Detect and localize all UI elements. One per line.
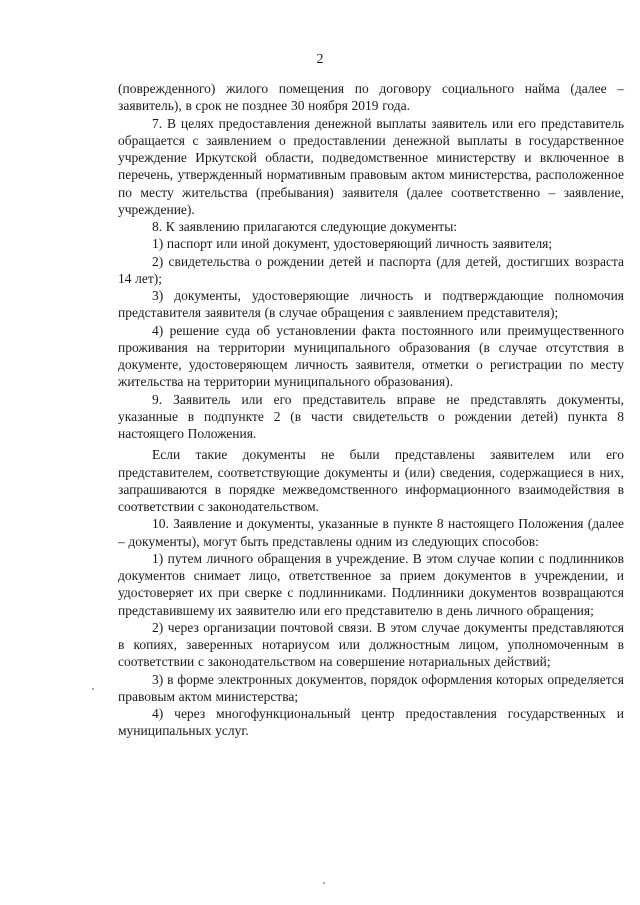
paragraph-item-9: 9. Заявитель или его представитель вправе не представлять документы, указанные в подпункте 2 (в части свидетельств о рождении детей) пункта 8 настоящего Положения. [118, 391, 624, 441]
paragraph-item-7: 7. В целях предоставления денежной выплаты заявитель или его представитель обращается с заявлением о предоставлении денежной выплаты в государственное учреждение Иркутской области, подведомственное министерству и включенное в перечень, утвержденный нормативным правовым актом министерства, расположенное по месту жительства (пребывания) заявителя (далее соответственно – заявление, учреждение). [118, 115, 624, 217]
paragraph-item-10: 10. Заявление и документы, указанные в пункте 8 настоящего Положения (далее – документы), могут быть представлены одним из следующих способов: [118, 516, 624, 549]
paragraph-item-9-note: Если такие документы не были представлены заявителем или его представителем, соответствующие документы и (или) сведения, содержащиеся в них, запрашиваются в порядке межведомственного информационного взаимодействия в соответствии с законодательством. [118, 447, 624, 514]
paragraph-continuation: (поврежденного) жилого помещения по договору социального найма (далее – заявитель), в срок не позднее 30 ноября 2019 года. [118, 81, 624, 114]
paragraph-item-8: 8. К заявлению прилагаются следующие документы: [152, 219, 458, 234]
scan-speck [323, 882, 325, 884]
paragraph-subitem-8-3: 3) документы, удостоверяющие личность и подтверждающие полномочия представителя заявителя (в случае обращения с заявлением представителя); [118, 288, 624, 321]
paragraph-subitem-10-3: 3) в форме электронных документов, порядок оформления которых определяется правовым актом министерства; [118, 671, 624, 704]
paragraph-subitem-10-4: 4) через многофункциональный центр предоставления государственных и муниципальных услуг. [118, 706, 624, 739]
paragraph-subitem-8-1: 1) паспорт или иной документ, удостоверяющий личность заявителя; [152, 236, 553, 252]
page-number: 2 [316, 52, 324, 67]
paragraph-subitem-10-1: 1) путем личного обращения в учреждение. В этом случае копии с подлинников документов снимает лицо, ответственное за прием документов в учреждении, и удостоверяет их при сверке с подлинниками. Подлинники документов возвращаются представившему их заявителю или его представителю в день личного обращения; [118, 550, 624, 618]
scan-speck [92, 688, 94, 690]
paragraph-subitem-10-2: 2) через организации почтовой связи. В этом случае документы представляются в копиях, заверенных нотариусом или должностным лицом, уполномоченным в соответствии с законодательством на совершение нотариальных действий; [118, 619, 624, 670]
paragraph-subitem-8-2: 2) свидетельства о рождении детей и паспорта (для детей, достигших возраста 14 лет); [118, 253, 624, 286]
paragraph-subitem-8-4: 4) решение суда об установлении факта постоянного или преимущественного проживания на территории муниципального образования (в случае отсутствия в документе, удостоверяющем личность заявителя, отметки о регистрации по месту жительства на территории муниципального образования). [118, 322, 624, 390]
document-body [118, 80, 624, 740]
